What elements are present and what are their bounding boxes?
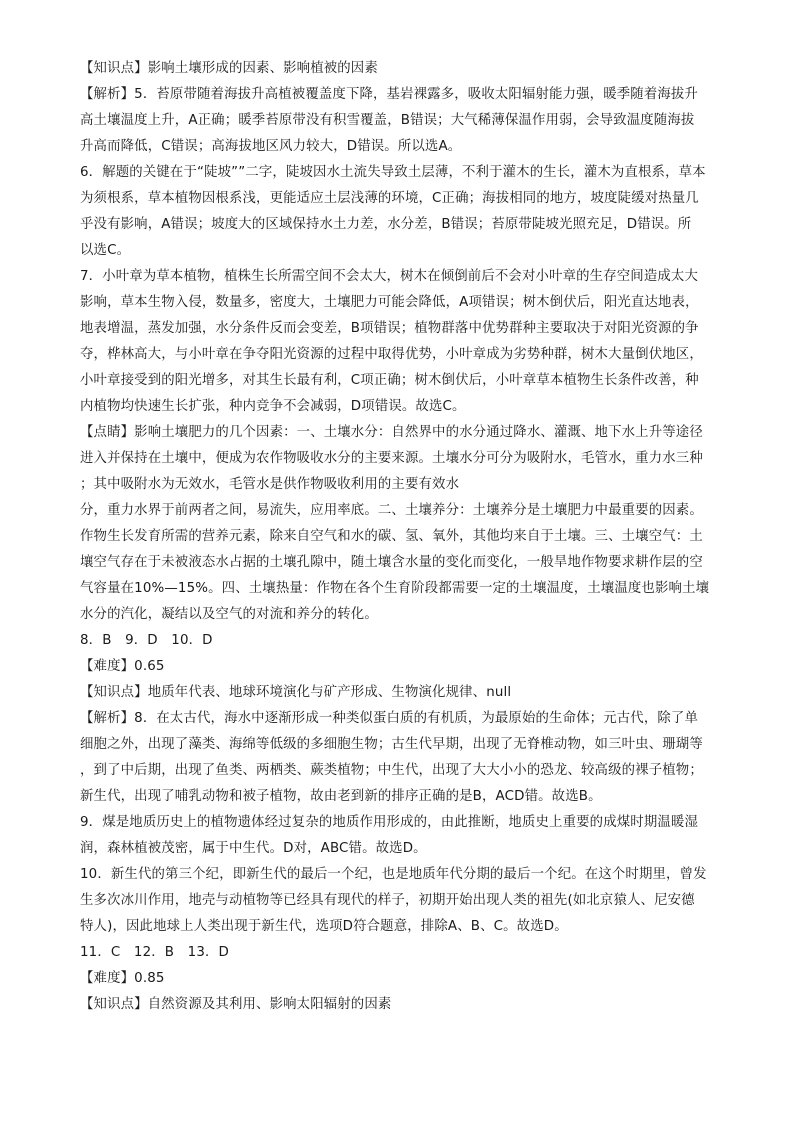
- text-line: 乎没有影响，A错误；坡度大的区域保持水土力差，水分差，B错误；苔原带陡坡光照充足，D错误。所: [80, 217, 692, 232]
- text-line: 作物生长发育所需的营养元素，除来自空气和水的碳、氢、氧外，其他均来自于土壤。三、土壤空气：土: [80, 529, 703, 544]
- text-line: 内植物均快速生长扩张，种内竞争不会减弱，D项错误。故选C。: [80, 399, 466, 414]
- text-line: 以选C。: [80, 243, 131, 258]
- text-line: 10．新生代的第三个纪，即新生代的最后一个纪，也是地质年代分期的最后一个纪。在这个时期里，曾发: [80, 867, 707, 882]
- text-line: 6．解题的关键在于“陡坡””二字，陡坡因水土流失导致土层薄，不利于灌木的生长，灌木为直根系，草本: [80, 165, 706, 180]
- text-line: 影响，草本生物入侵，数量多，密度大，土壤肥力可能会降低，A项错误；树木倒伏后，阳光直达地表，: [80, 295, 699, 310]
- text-line: 新生代，出现了哺乳动物和被子植物，故由老到新的排序正确的是B，ACD错。故选B。: [80, 789, 602, 804]
- answer-explanation-text: [80, 56, 720, 1018]
- text-line: 【知识点】自然资源及其利用、影响太阳辐射的因素: [80, 997, 392, 1012]
- text-line: 7．小叶章为草本植物，植株生长所需空间不会太大，树木在倾倒前后不会对小叶章的生存空间造成太大: [80, 269, 698, 284]
- text-line: 【难度】0.85: [80, 971, 165, 986]
- text-line: 升高而降低，C错误；高海拔地区风力较大，D错误。所以选A。: [80, 139, 462, 154]
- text-line: 细胞之外，出现了藻类、海绵等低级的多细胞生物；古生代早期，出现了无脊椎动物，如三叶虫、珊瑚等: [80, 737, 703, 752]
- text-line: 11．C 12．B 13．D: [80, 945, 230, 960]
- text-line: 水分的汽化，凝结以及空气的对流和养分的转化。: [80, 607, 378, 622]
- text-line: 【知识点】地质年代表、地球环境演化与矿产形成、生物演化规律、null: [80, 685, 512, 700]
- text-line: 进入并保持在土壤中，便成为农作物吸收水分的主要来源。土壤水分可分为吸附水，毛管水，重力水三种: [80, 451, 703, 466]
- text-line: 【解析】5．苔原带随着海拔升高植被覆盖度下降，基岩裸露多，吸收太阳辐射能力强，暖季随着海拔升: [80, 87, 698, 102]
- text-line: 气容量在10%—15%。四、土壤热量：作物在各个生育阶段都需要一定的土壤温度，土壤温度也影响土壤: [80, 581, 710, 596]
- text-line: 【解析】8．在太古代，海水中逐渐形成一种类似蛋白质的有机质，为最原始的生命体；元古代，除了单: [80, 711, 698, 726]
- text-line: 高土壤温度上升，A正确；暖季苔原带没有积雪覆盖，B错误；大气稀薄保温作用弱，会导致温度随海拔: [80, 113, 695, 128]
- text-line: 为须根系，草本植物因根系浅，更能适应土层浅薄的环境，C正确；海拔相同的地方，坡度陡缓对热量几: [80, 191, 699, 206]
- text-line: 地表增温，蒸发加强，水分条件反而会变差，B项错误；植物群落中优势群种主要取决于对阳光资源的争: [80, 321, 699, 336]
- text-line: ，到了中后期，出现了鱼类、两栖类、蕨类植物；中生代，出现了大大小小的恐龙、较高级的裸子植物；: [80, 763, 703, 778]
- text-line: 【知识点】影响土壤形成的因素、影响植被的因素: [80, 61, 378, 76]
- text-line: 壤空气存在于未被液态水占据的土壤孔隙中，随土壤含水量的变化而变化，一般旱地作物要求耕作层的空: [80, 555, 703, 570]
- text-line: 润，森林植被茂密，属于中生代。D对，ABC错。故选D。: [80, 841, 427, 856]
- text-line: 分，重力水界于前两者之间，易流失，应用率底。二、土壤养分：土壤养分是土壤肥力中最重要的因素。: [80, 503, 703, 518]
- text-line: 夺，桦林高大，与小叶章在争夺阳光资源的过程中取得优势，小叶章成为劣势种群，树木大量倒伏地区，: [80, 347, 703, 362]
- text-line: 【难度】0.65: [80, 659, 165, 674]
- text-line: ；其中吸附水为无效水，毛管水是供作物吸收利用的主要有效水: [80, 477, 460, 492]
- text-line: 8．B 9．D 10．D: [80, 633, 213, 648]
- text-line: 9．煤是地质历史上的植物遗体经过复杂的地质作用形成的，由此推断，地质史上重要的成煤时期温暖湿: [80, 815, 698, 830]
- text-line: 小叶章接受到的阳光增多，对其生长最有利，C项正确；树木倒伏后，小叶章草本植物生长条件改善，种: [80, 373, 699, 388]
- text-line: 生多次冰川作用，地壳与动植物等已经具有现代的样子，初期开始出现人类的祖先(如北京猿人、尼安德: [80, 893, 695, 908]
- text-line: 特人)，因此地球上人类出现于新生代，选项D符合题意，排除A、B、C。故选D。: [80, 919, 568, 934]
- text-line: 【点睛】影响土壤肥力的几个因素：一、土壤水分：自然界中的水分通过降水、灌溉、地下水上升等途径: [80, 425, 703, 440]
